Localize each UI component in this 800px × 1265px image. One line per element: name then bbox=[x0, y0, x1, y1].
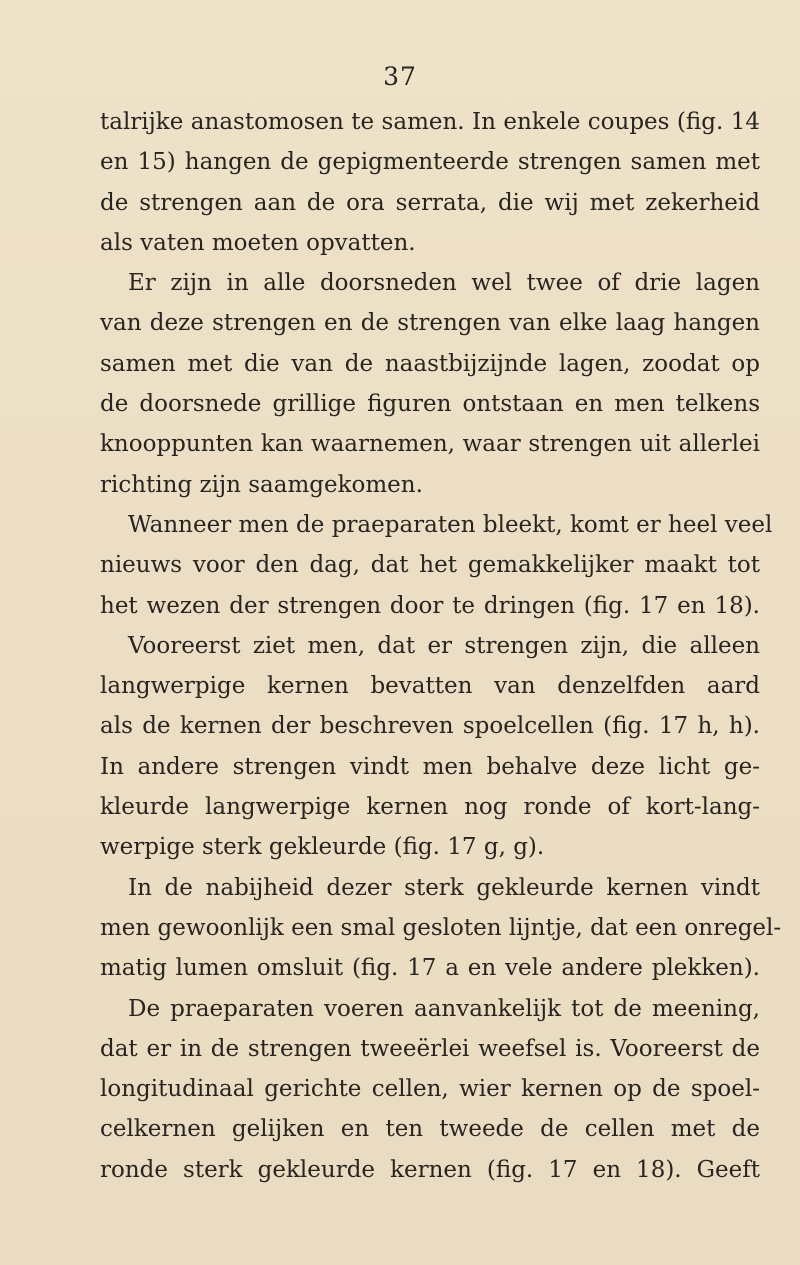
text-line: de doorsnede grillige figuren ontstaan en men telkens bbox=[100, 391, 760, 418]
text-line: en 15) hangen de gepigmenteerde strengen samen met bbox=[100, 149, 760, 176]
text-line: ronde sterk gekleurde kernen (fig. 17 en 18). Geeft bbox=[100, 1156, 760, 1183]
text-line: richting zijn saamgekomen. bbox=[100, 471, 423, 498]
text-line: Er zijn in alle doorsneden wel twee of drie lagen bbox=[128, 270, 760, 297]
page-number: 37 bbox=[383, 62, 417, 91]
text-line: men gewoonlijk een smal gesloten lijntje, dat een onregel- bbox=[100, 914, 782, 941]
text-line: talrijke anastomosen te samen. In enkele coupes (fig. 14 bbox=[100, 109, 760, 135]
text-line: als vaten moeten opvatten. bbox=[100, 229, 416, 256]
text-line: matig lumen omsluit (fig. 17 a en vele andere plekken). bbox=[100, 955, 760, 982]
text-line: nieuws voor den dag, dat het gemakkelijker maakt tot bbox=[100, 552, 760, 579]
text-line: Wanneer men de praeparaten bleekt, komt er heel veel bbox=[128, 511, 773, 538]
text-line: Vooreerst ziet men, dat er strengen zijn, die alleen bbox=[128, 632, 760, 659]
body-text bbox=[100, 102, 782, 1190]
text-line: dat er in de strengen tweeërlei weefsel is. Vooreerst de bbox=[100, 1035, 760, 1062]
text-line: longitudinaal gerichte cellen, wier kernen op de spoel- bbox=[100, 1076, 760, 1103]
text-line: als de kernen der beschreven spoelcellen (fig. 17 h, h). bbox=[100, 713, 760, 740]
text-line: knooppunten kan waarnemen, waar strengen uit allerlei bbox=[100, 431, 760, 458]
text-line: De praeparaten voeren aanvankelijk tot de meening, bbox=[128, 995, 760, 1022]
text-line: het wezen der strengen door te dringen (fig. 17 en 18). bbox=[100, 592, 760, 619]
text-line: de strengen aan de ora serrata, die wij met zekerheid bbox=[100, 189, 760, 216]
text-line: In de nabijheid dezer sterk gekleurde kernen vindt bbox=[128, 874, 760, 901]
text-line: celkernen gelijken en ten tweede de cellen met de bbox=[100, 1116, 760, 1143]
text-line: langwerpige kernen bevatten van denzelfden aard bbox=[100, 673, 760, 700]
text-line: van deze strengen en de strengen van elke laag hangen bbox=[100, 310, 760, 337]
text-line: kleurde langwerpige kernen nog ronde of kort-lang- bbox=[100, 794, 760, 821]
text-line: werpige sterk gekleurde (fig. 17 g, g). bbox=[100, 834, 545, 861]
text-line: samen met die van de naastbijzijnde lagen, zoodat op bbox=[100, 350, 760, 377]
text-line: In andere strengen vindt men behalve deze licht ge- bbox=[100, 753, 760, 780]
